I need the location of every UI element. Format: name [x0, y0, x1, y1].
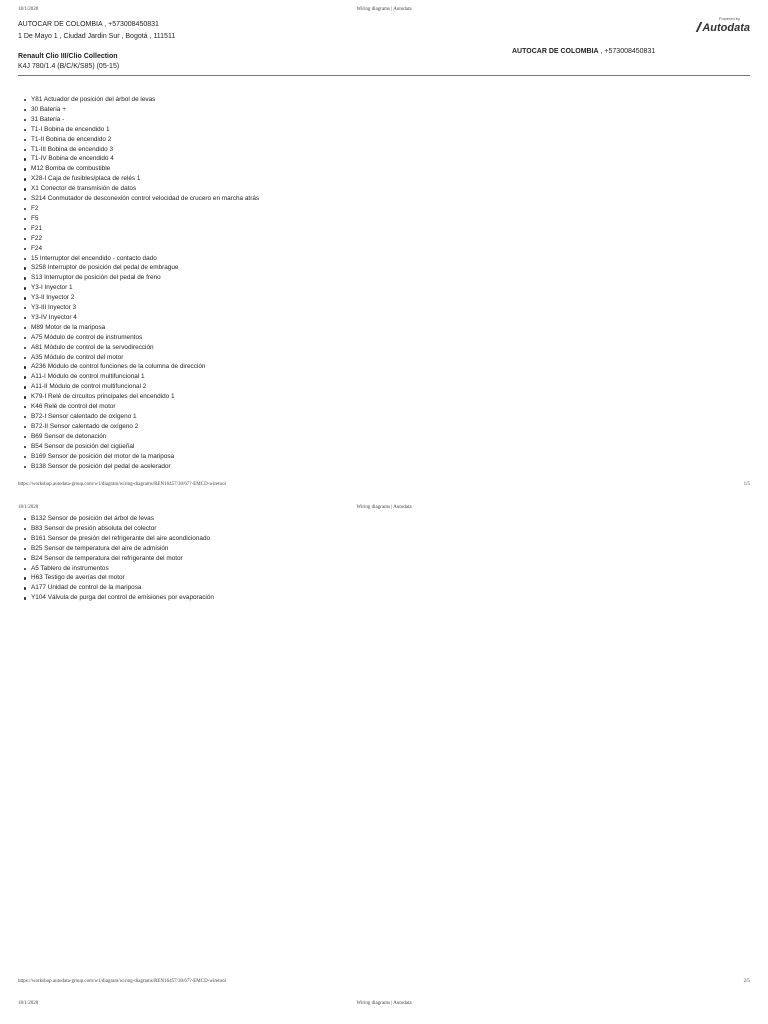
list-item: T1-III Bobina de encendido 3: [20, 145, 620, 155]
list-item: M89 Motor de la mariposa: [20, 323, 620, 333]
dealer-phone: , +573008450831: [598, 48, 656, 55]
list-item: X1 Conector de transmisión de datos: [20, 184, 620, 194]
list-item: S214 Conmutador de desconexión control velocidad de crucero en marcha atrás: [20, 194, 620, 204]
print-header: [18, 1001, 750, 1011]
component-list-page1: [20, 95, 620, 471]
autodata-brand-text: Autodata: [702, 22, 750, 34]
list-item: 15 Interruptor del encendido - contacto dado: [20, 254, 620, 264]
print-header: [18, 7, 750, 17]
list-item: F2: [20, 204, 620, 214]
list-item: H63 Testigo de averías del motor: [20, 573, 620, 583]
list-item: T1-I Bobina de encendido 1: [20, 125, 620, 135]
print-date: 18/1/2020: [18, 1001, 39, 1006]
list-item: 31 Batería -: [20, 115, 620, 125]
list-item: S13 Interruptor de posición del pedal de freno: [20, 273, 620, 283]
print-title: Wiring diagrams | Autodata: [356, 505, 412, 510]
dealer-info: [18, 19, 175, 43]
list-item: A236 Módulo de control funciones de la columna de dirección: [20, 362, 620, 372]
list-item: Y3-IV Inyector 4: [20, 313, 620, 323]
list-item: 30 Batería +: [20, 105, 620, 115]
vehicle-model: Renault Clio III/Clio Collection: [18, 53, 118, 60]
dealer-name-bold: AUTOCAR DE COLOMBIA: [512, 48, 599, 55]
list-item: B138 Sensor de posición del pedal de acelerador: [20, 462, 620, 472]
list-item: Y3-III Inyector 3: [20, 303, 620, 313]
list-item: A35 Módulo de control del motor: [20, 353, 620, 363]
list-item: B132 Sensor de posición del árbol de levas: [20, 514, 620, 524]
list-item: X28-I Caja de fusibles/placa de relés 1: [20, 174, 620, 184]
list-item: A11-II Módulo de control multifuncional 2: [20, 382, 620, 392]
list-item: B72-II Sensor calentado de oxígeno 2: [20, 422, 620, 432]
print-url: https://workshop.autodata-group.com/w1/diagram/wiring-diagrams/REN16457/30/67?-EMCD-wiretool: [18, 979, 227, 984]
print-title: Wiring diagrams | Autodata: [356, 1001, 412, 1006]
list-item: A75 Módulo de control de instrumentos: [20, 333, 620, 343]
list-item: F22: [20, 234, 620, 244]
print-footer: [18, 482, 750, 492]
list-item: Y104 Válvula de purga del control de emisiones por evaporación: [20, 593, 620, 603]
page-number: 2/5: [743, 979, 750, 984]
list-item: K79-I Relé de circuitos principales del encendido 1: [20, 392, 620, 402]
dealer-address: 1 De Mayo 1 , Ciudad Jardin Sur , Bogotá , 111511: [18, 33, 176, 40]
header-divider: [18, 75, 750, 76]
list-item: B72-I Sensor calentado de oxígeno 1: [20, 412, 620, 422]
list-item: Y3-I Inyector 1: [20, 283, 620, 293]
list-item: K46 Relé de control del motor: [20, 402, 620, 412]
dealer-info-right: [512, 47, 655, 57]
autodata-logo: [678, 16, 750, 40]
print-title: Wiring diagrams | Autodata: [356, 7, 412, 12]
list-item: B25 Sensor de temperatura del aire de admisión: [20, 544, 620, 554]
print-footer: [18, 979, 750, 989]
autodata-brand: [678, 22, 750, 35]
list-item: M12 Bomba de combustible: [20, 164, 620, 174]
vehicle-engine: K4J 780/1.4 (B/C/K/S85) (05-15): [18, 63, 120, 70]
list-item: T1-IV Bobina de encendido 4: [20, 154, 620, 164]
list-item: A11-I Módulo de control multifuncional 1: [20, 372, 620, 382]
list-item: F24: [20, 244, 620, 254]
list-item: F5: [20, 214, 620, 224]
print-date: 18/1/2020: [18, 505, 39, 510]
powered-by-label: Powered by: [718, 16, 740, 21]
dealer-name-phone: AUTOCAR DE COLOMBIA , +573008450831: [18, 21, 159, 28]
list-item: B169 Sensor de posición del motor de la mariposa: [20, 452, 620, 462]
list-item: B69 Sensor de detonación: [20, 432, 620, 442]
component-list-page2: [20, 514, 620, 603]
list-item: B54 Sensor de posición del cigüeñal: [20, 442, 620, 452]
list-item: S258 Interruptor de posición del pedal de embrague: [20, 263, 620, 273]
list-item: Y3-II Inyector 2: [20, 293, 620, 303]
list-item: A81 Módulo de control de la servodirección: [20, 343, 620, 353]
list-item: A5 Tablero de instrumentos: [20, 564, 620, 574]
list-item: B83 Sensor de presión absoluta del colector: [20, 524, 620, 534]
print-url: https://workshop.autodata-group.com/w1/diagram/wiring-diagrams/REN16457/30/67?-EMCD-wiretool: [18, 482, 227, 487]
list-item: B24 Sensor de temperatura del refrigerante del motor: [20, 554, 620, 564]
list-item: F21: [20, 224, 620, 234]
list-item: B161 Sensor de presión del refrigerante del aire acondicionado: [20, 534, 620, 544]
list-item: Y81 Actuador de posición del árbol de levas: [20, 95, 620, 105]
list-item: A177 Unidad de control de la mariposa: [20, 583, 620, 593]
list-item: T1-II Bobina de encendido 2: [20, 135, 620, 145]
page-number: 1/5: [743, 482, 750, 487]
print-date: 18/1/2020: [18, 7, 39, 12]
vehicle-info: [18, 52, 119, 72]
